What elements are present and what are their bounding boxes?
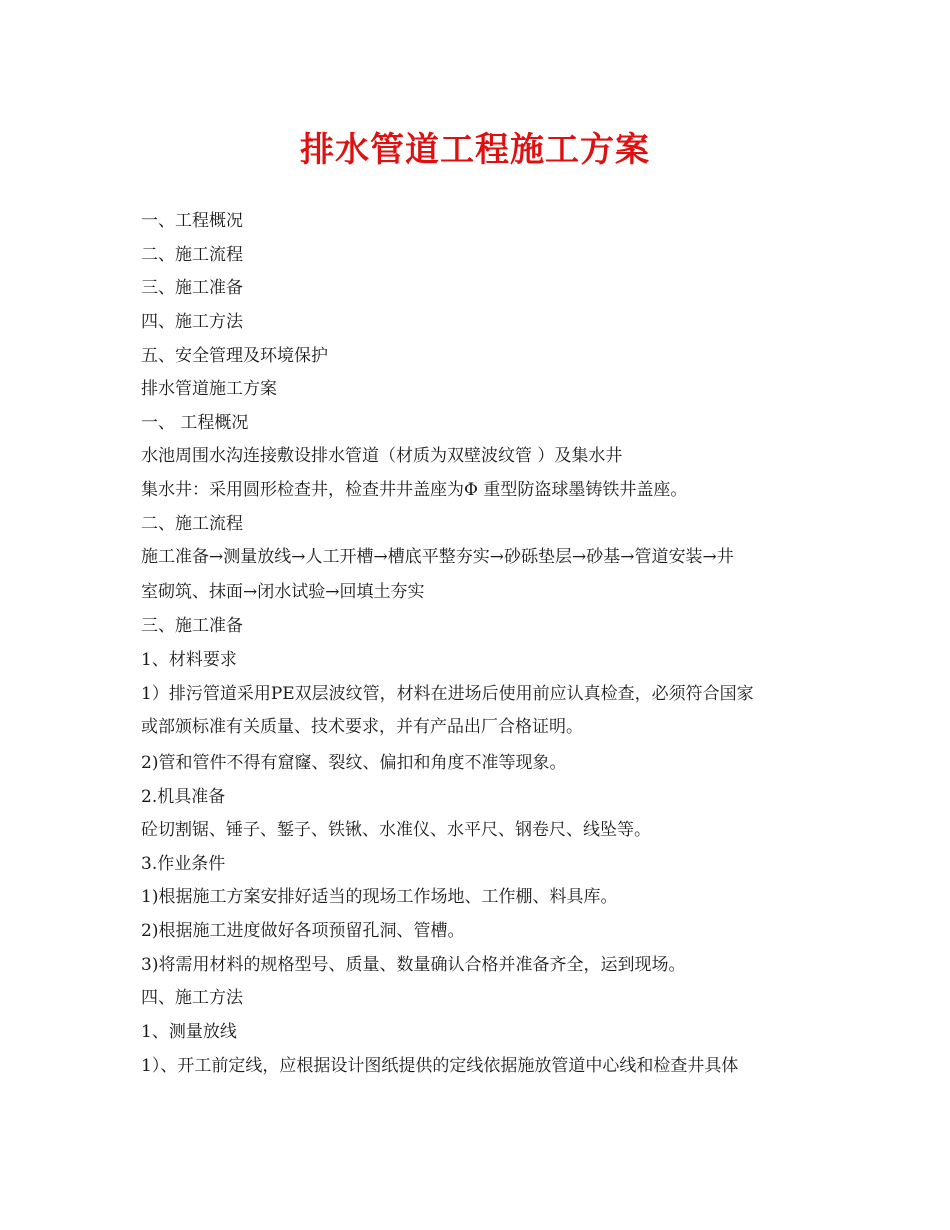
text-line: 五、安全管理及环境保护 (141, 346, 328, 366)
page-title: 排水管道工程施工方案 (300, 130, 650, 170)
text-line: 1、材料要求 (141, 650, 237, 670)
text-line: 四、施工方法 (141, 988, 243, 1008)
text-line: 一、 工程概况 (141, 413, 249, 433)
text-line: 3)将需用材料的规格型号、质量、数量确认合格并准备齐全，运到现场。 (141, 955, 686, 975)
text-line: 排水管道施工方案 (141, 379, 277, 399)
text-line: 1)根据施工方案安排好适当的现场工作场地、工作棚、料具库。 (141, 887, 618, 907)
text-line: 二、施工流程 (141, 245, 243, 265)
text-line: 水池周围水沟连接敷设排水管道（材质为双壁波纹管 ）及集水井 (141, 446, 623, 466)
text-line: 砼切割锯、锤子、錾子、铁锹、水准仪、水平尺、钢卷尺、线坠等。 (141, 820, 651, 840)
text-line: 四、施工方法 (141, 312, 243, 332)
text-line: 2)管和管件不得有窟窿、裂纹、偏扣和角度不准等现象。 (141, 753, 567, 773)
text-line: 室砌筑、抹面→闭水试验→回填土夯实 (141, 582, 425, 602)
text-line: 三、施工准备 (141, 616, 243, 636)
text-line: 1）、开工前定线，应根据设计图纸提供的定线依据施放管道中心线和检查井具体 (141, 1056, 739, 1076)
text-line: 2)根据施工进度做好各项预留孔洞、管槽。 (141, 921, 465, 941)
text-line: 或部颁标准有关质量、技术要求，并有产品出厂合格证明。 (141, 717, 583, 737)
text-line: 施工准备→测量放线→人工开槽→槽底平整夯实→砂砾垫层→砂基→管道安装→井 (141, 547, 734, 567)
text-line: 二、施工流程 (141, 514, 243, 534)
text-line: 1、测量放线 (141, 1022, 237, 1042)
text-line: 3.作业条件 (141, 854, 226, 874)
text-line: 集水井：采用圆形检查井，检查井井盖座为Φ 重型防盗球墨铸铁井盖座。 (141, 480, 688, 500)
text-line: 一、工程概况 (141, 211, 243, 231)
text-line: 2.机具准备 (141, 787, 226, 807)
text-line: 三、施工准备 (141, 278, 243, 298)
text-line: 1）排污管道采用PE双层波纹管，材料在进场后使用前应认真检查，必须符合国家 (141, 684, 754, 704)
